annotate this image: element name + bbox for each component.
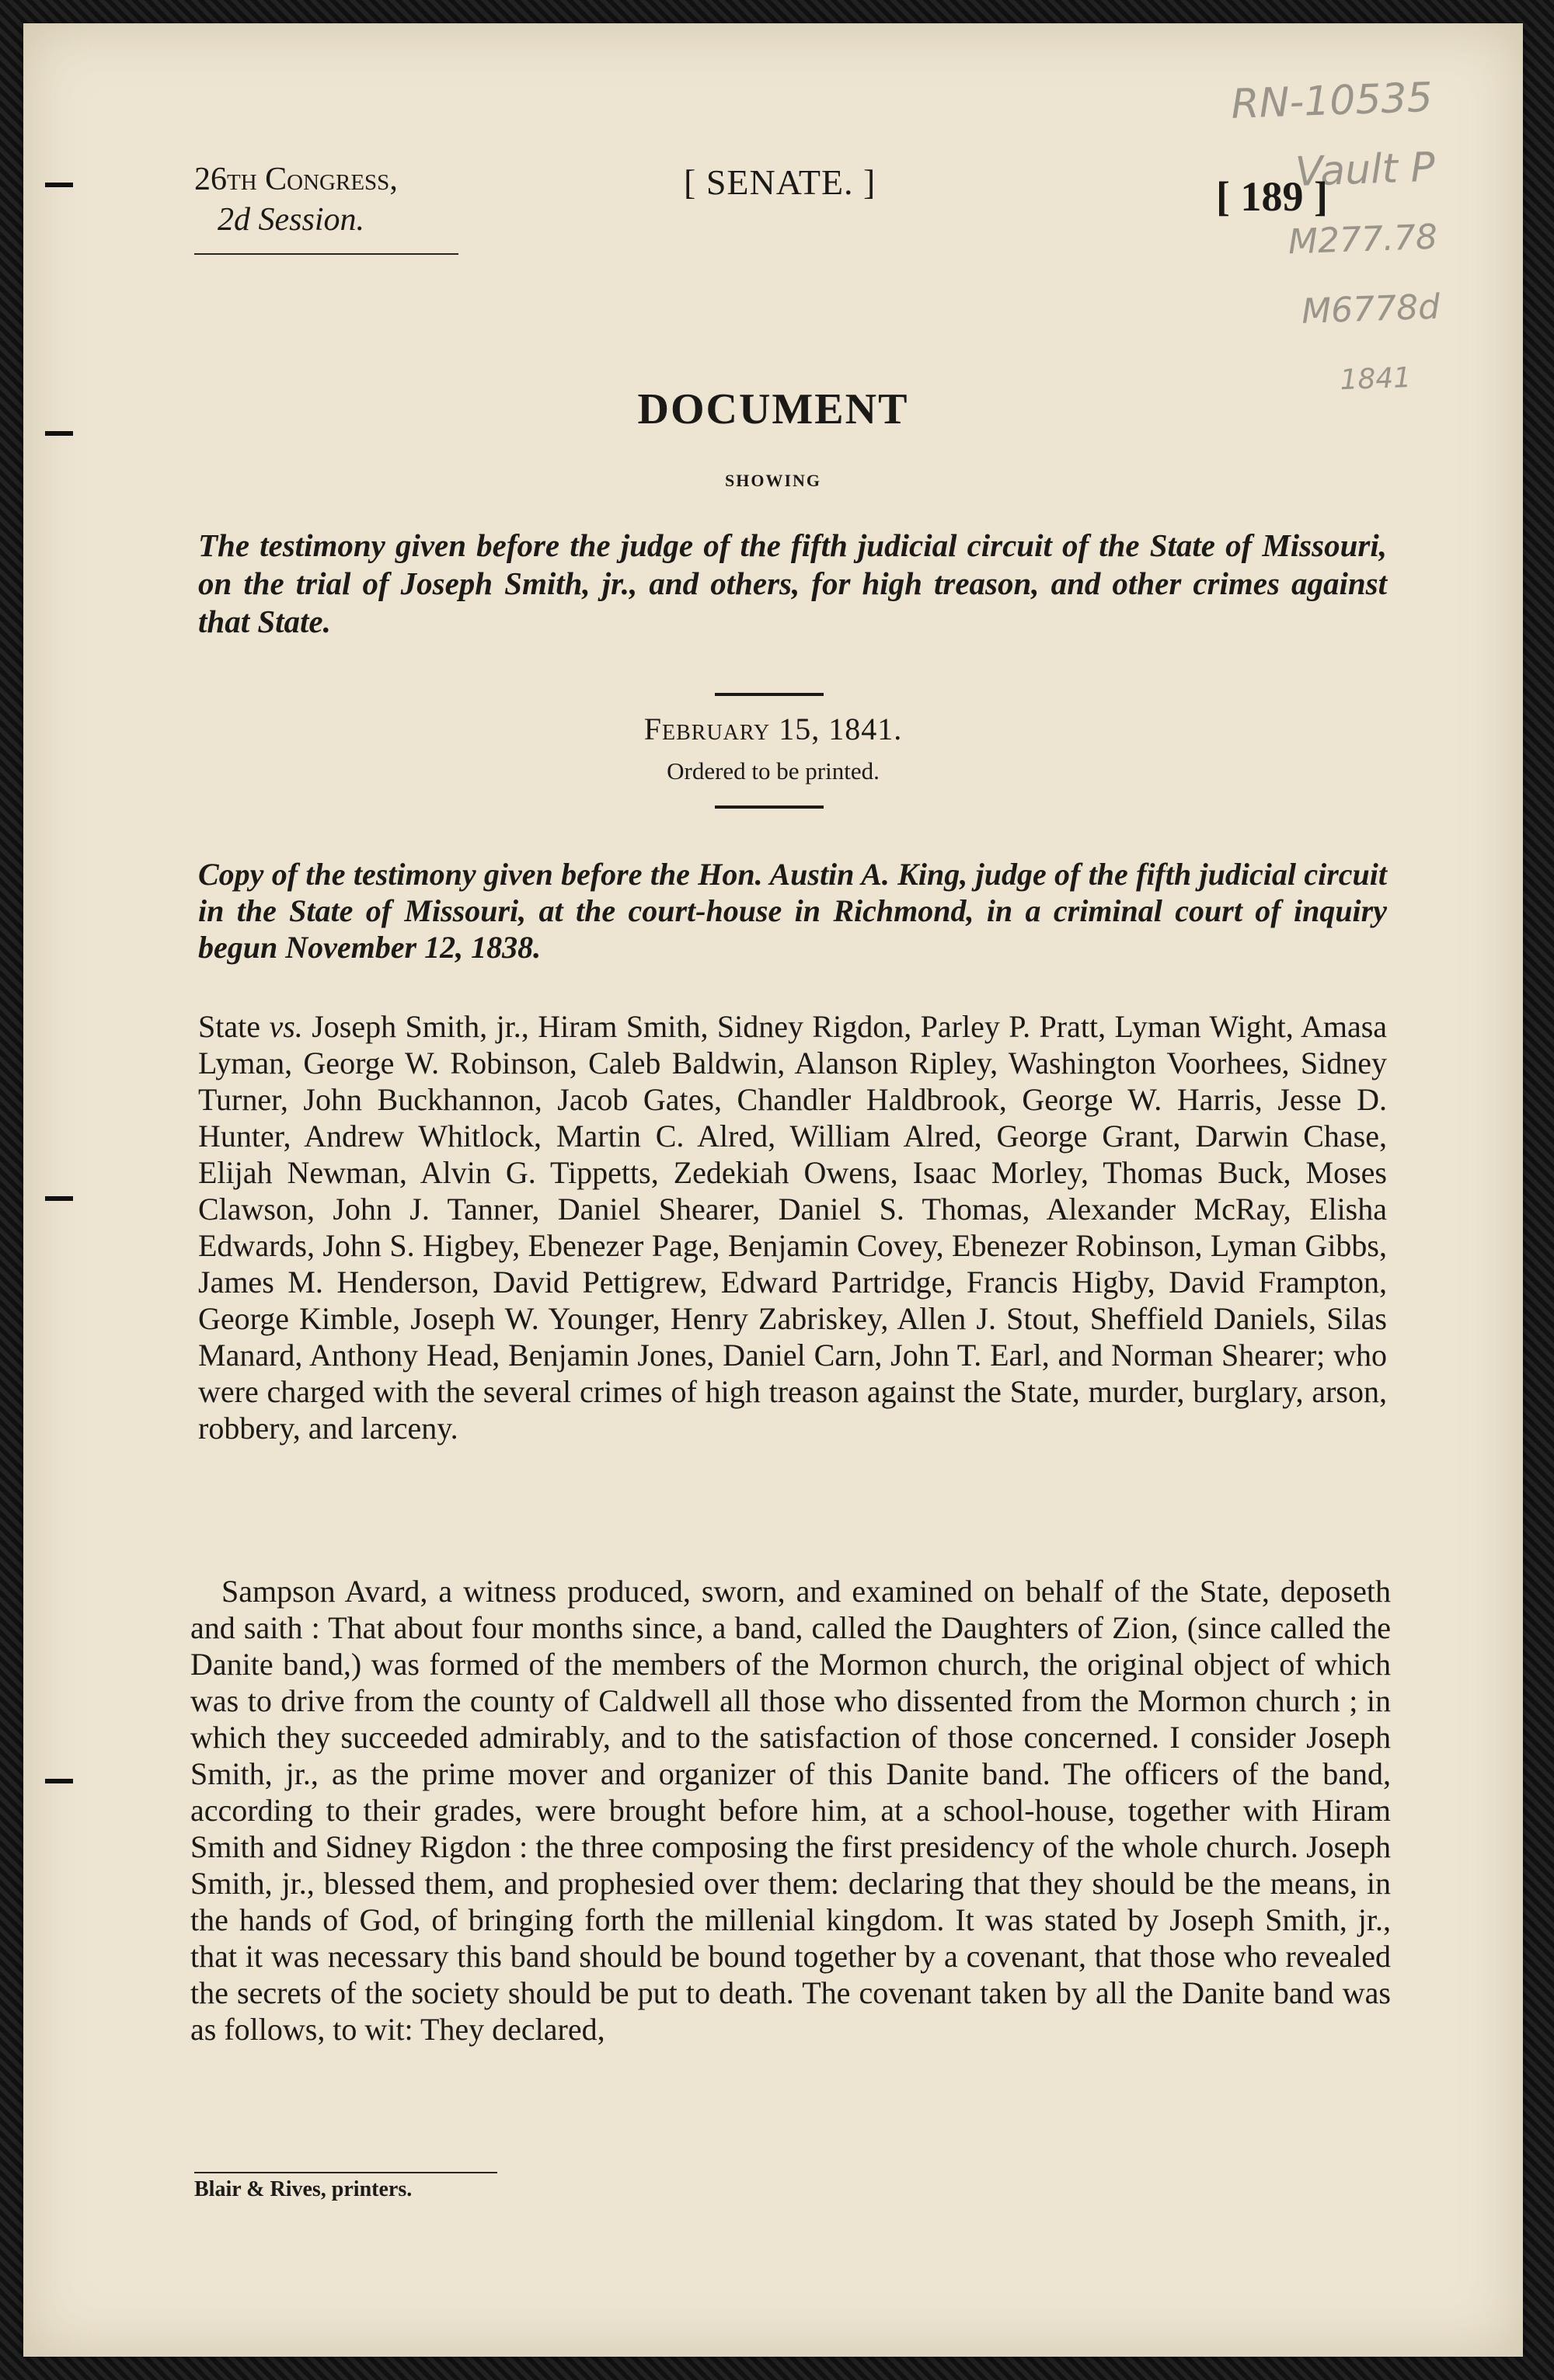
congress-label: 26th Congress, — [194, 162, 398, 197]
archive-pencil-notes — [1105, 63, 1443, 423]
binding-stitch — [45, 1196, 73, 1201]
document-page — [23, 23, 1523, 2357]
session-label: 2d Session. — [218, 202, 364, 238]
ordered-printed: Ordered to be printed. — [667, 757, 880, 785]
section-divider — [715, 693, 824, 696]
case-state: State — [198, 1009, 260, 1044]
case-defendants — [198, 1008, 1387, 1446]
date-day-year: 15, 1841. — [779, 712, 903, 746]
case-vs: vs. — [269, 1009, 303, 1044]
testimony-intro: Copy of the testimony given before the Hon. Austin A. King, judge of the fifth judicial circuit in the State of Missouri, at the court-house in Richmond, in a criminal court of inquiry begun November 12, 1838. — [198, 857, 1387, 965]
header-divider — [194, 253, 458, 255]
defendants-list: Joseph Smith, jr., Hiram Smith, Sidney Rigdon, Parley P. Pratt, Lyman Wight, Amasa Lyman, George W. Robinson, Caleb Baldwin, Alanson Ripley, Washington Voorhees, Sidney Turner, John Buckhannon, Jacob Gates, Chandler Haldbrook, George W. Harris, Jesse D. Hunter, Andrew Whitlock, Martin C. Alred, William Alred, George Grant, Darwin Chase, Elijah Newman, Alvin G. Tippetts, Zedekiah Owens, Isaac Morley, Thomas Buck, Moses Clawson, John J. Tanner, Daniel Shearer, Daniel S. Thomas, Alexander McRay, Elisha Edwards, John S. Higbey, Ebenezer Page, Benjamin Covey, Ebenezer Robinson, Lyman Gibbs, James M. Henderson, David Pettigrew, Edward Partridge, Francis Higby, David Frampton, George Kimble, Joseph W. Younger, Henry Zabriskey, Allen J. Stout, Sheffield Daniels, Silas Manard, Anthony Head, Benjamin Jones, Daniel Carn, John T. Earl, and Norman Shearer; who were charged with the several crimes of high treason against the State, murder, burglary, arson, robbery, and larceny. — [198, 1009, 1388, 1446]
archive-note: RN-10535 — [1230, 74, 1434, 128]
showing-label: SHOWING — [724, 471, 822, 490]
date-line — [23, 711, 1523, 747]
footer-divider — [194, 2172, 497, 2173]
binding-stitch — [45, 183, 73, 187]
binding-stitch — [45, 1779, 73, 1783]
document-subject: The testimony given before the judge of the fifth judicial circuit of the State of Missouri, on the trial of Joseph Smith, jr., and others, for high treason, and other crimes against that State. — [198, 527, 1387, 639]
date-month: February — [643, 712, 771, 746]
congress-session — [194, 159, 398, 240]
archive-note: M6778d — [1301, 287, 1441, 332]
document-title: DOCUMENT — [637, 385, 909, 433]
printers-credit: Blair & Rives, printers. — [194, 2177, 413, 2201]
section-divider — [715, 806, 824, 809]
testimony-paragraph: Sampson Avard, a witness produced, sworn, and examined on behalf of the State, deposeth and saith : That about four months since, a band, called the Daughters of Zion, (since called the Danite band,) was formed of the members of the Mormon church, the original object of which was to drive from the county of Caldwell all those who dissented from the Mormon church ; in which they succeeded admirably, and to the satisfaction of those concerned. I consider Joseph Smith, jr., as the prime mover and organizer of this Danite band. The officers of the band, according to their grades, were brought before him, at a school-house, together with Hiram Smith and Sidney Rigdon : the three composing the first presidency of the whole church. Joseph Smith, jr., blessed them, and prophesied over them: declaring that they should be the means, in the hands of God, of bringing forth the millenial kingdom. It was stated by Joseph Smith, jr., that it was necessary this band should be bound together by a covenant, that those who revealed the secrets of the society should be put to death. The covenant taken by all the Danite band was as follows, to wit: They declared, — [190, 1574, 1391, 2047]
document-number: [ 189 ] — [1216, 173, 1328, 220]
archive-note: M277.78 — [1287, 217, 1438, 263]
archive-note: Vault P — [1294, 144, 1436, 196]
chamber-label: [ SENATE. ] — [684, 162, 876, 202]
archive-note: 1841 — [1339, 361, 1412, 397]
